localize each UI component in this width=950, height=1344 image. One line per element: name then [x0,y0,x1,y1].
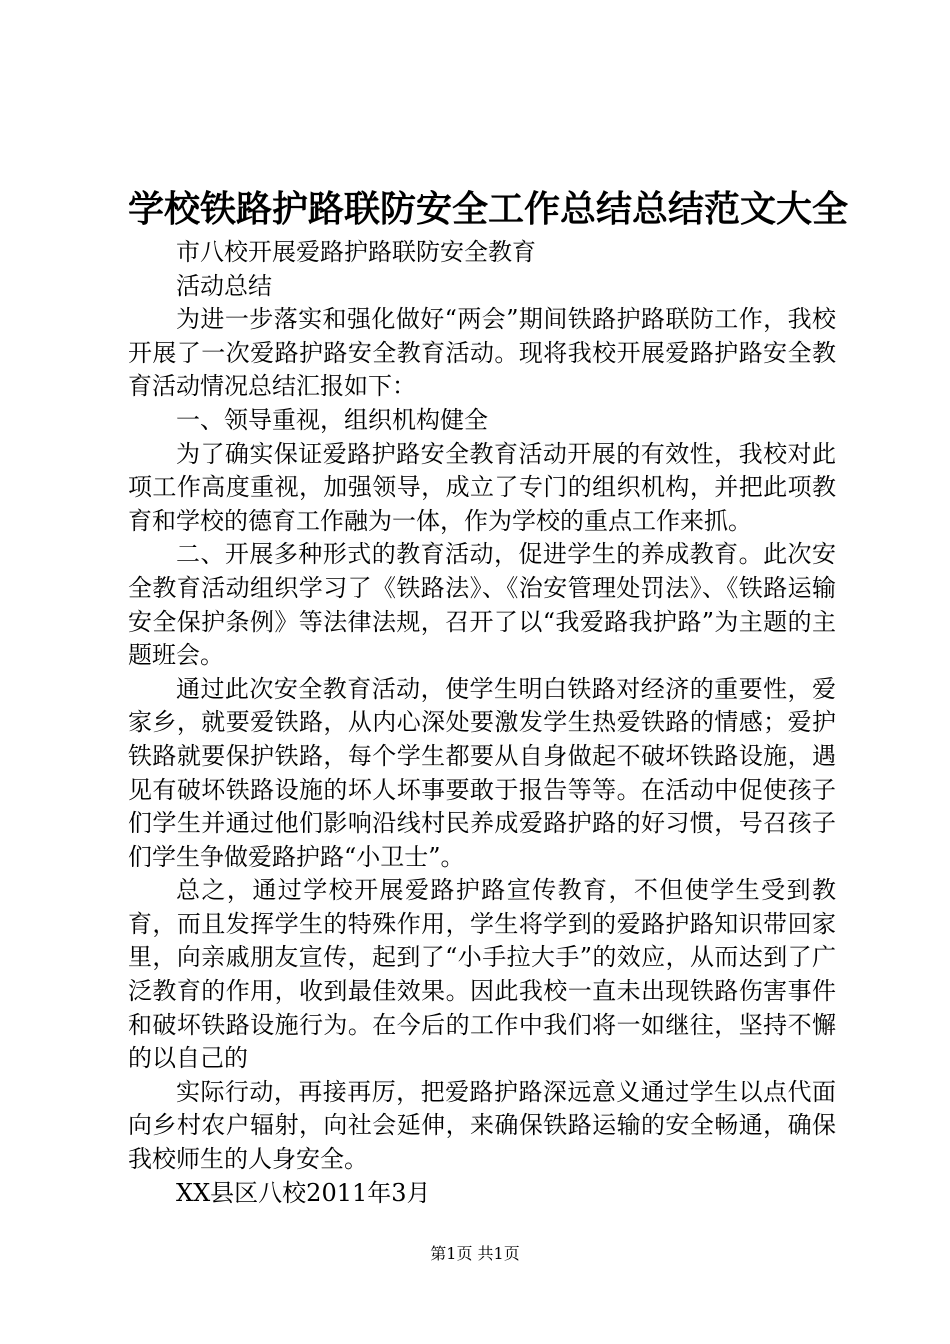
paragraph-subtitle-line-2: 活动总结 [176,271,272,300]
document-title: 学校铁路护路联防安全工作总结总结范文大全 [128,188,849,230]
paragraph-closing: 实际行动，再接再厉，把爱路护路深远意义通过学生以点代面向乡村农户辐射，向社会延伸，来确保铁路运输的安全畅通，确保我校师生的人身安全。 [128,1077,836,1174]
paragraph-subtitle-line-1: 市八校开展爱路护路联防安全教育 [176,238,536,266]
page-footer: 第1页 共1页 [430,1244,520,1263]
document-body [128,236,836,1210]
signature-date: XX县区八校2011年3月 [176,1178,431,1207]
paragraph-activity-effect: 通过此次安全教育活动，使学生明白铁路对经济的重要性，爱家乡，就要爱铁路，从内心深处要激发学生热爱铁路的情感；爱护铁路就要保护铁路，每个学生都要从自身做起不破坏铁路设施，遇见有破坏铁路设施的坏人坏事要敢于报告等等。在活动中促使孩子们学生并通过他们影响沿线村民养成爱路护路的好习惯，号召孩子们学生争做爱路护路“小卫士”。 [128,674,836,871]
section-heading-2-paragraph: 二、开展多种形式的教育活动，促进学生的养成教育。此次安全教育活动组织学习了《铁路法》、《治安管理处罚法》、《铁路运输安全保护条例》等法律法规，召开了以“我爱路我护路”为主题的主题班会。 [128,540,836,670]
section-heading-1: 一、领导重视，组织机构健全 [176,405,488,434]
paragraph-intro: 为进一步落实和强化做好“两会”期间铁路护路联防工作，我校开展了一次爱路护路安全教育活动。现将我校开展爱路护路安全教育活动情况总结汇报如下： [128,305,836,401]
paragraph-summary: 总之，通过学校开展爱路护路宣传教育，不但使学生受到教育，而且发挥学生的特殊作用，学生将学到的爱路护路知识带回家里，向亲戚朋友宣传，起到了“小手拉大手”的效应，从而达到了广泛教育的作用，收到最佳效果。因此我校一直未出现铁路伤害事件和破坏铁路设施行为。在今后的工作中我们将一如继往，坚持不懈的以自己的 [128,876,836,1073]
paragraph-leadership: 为了确实保证爱路护路安全教育活动开展的有效性，我校对此项工作高度重视，加强领导，成立了专门的组织机构，并把此项教育和学校的德育工作融为一体，作为学校的重点工作来抓。 [128,439,836,535]
